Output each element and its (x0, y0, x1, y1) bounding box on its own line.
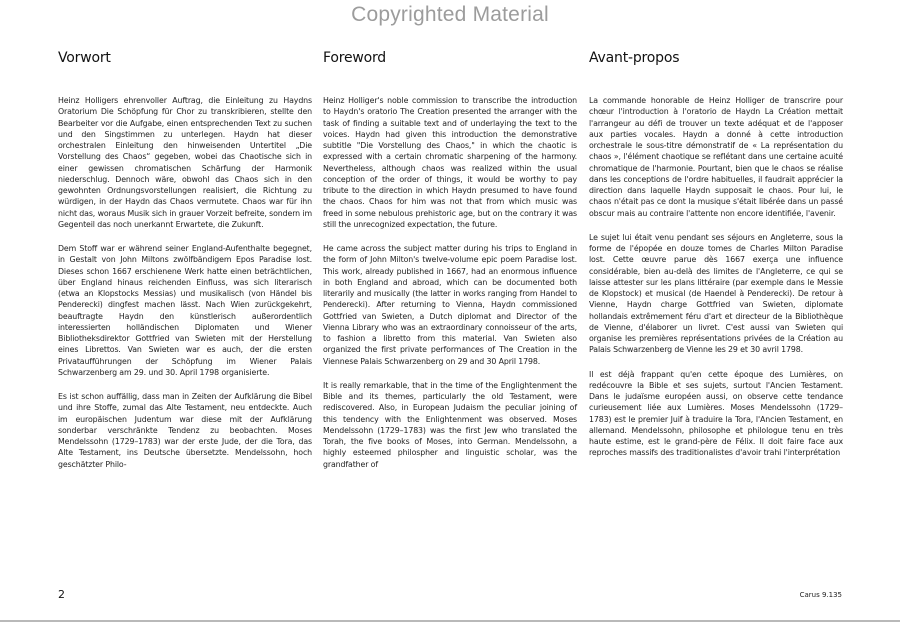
paragraph: He came across the subject matter during his trips to England in the form of John Milton's twelve-volume epic poem Paradise lost. This work, already published in 1667, had an enormous influence in both England and abroad, which can be documented both literarily and musically (the latter in works ranging from Handel to Penderecki). After returning to Vienna, Haydn commissioned Gottfried van Swieten, a Dutch diplomat and Director of the Vienna Library who was an extraordinary connoisseur of the arts, to fashion a libretto from this material. Van Swieten also organized the first private performances of The Creation in the Viennese Palais Schwarzenberg on 29 and 30 April 1798. (323, 244, 577, 366)
copyright-watermark: Copyrighted Material (351, 3, 549, 26)
heading-avant-propos: Avant-propos (589, 50, 680, 66)
heading-foreword: Foreword (323, 50, 386, 66)
paragraph: Dem Stoff war er während seiner England-Aufenthalte begegnet, in Gestalt von John Miltons zwölfbändigem Epos Paradise lost. Dieses schon 1667 erschienene Werk hatte einen beträchtlichen, über England hinaus reichenden Einfluss, was sich literarisch (etwa an Klopstocks Messias) und musikalisch (von Händel bis Penderecki) dingfest machen lässt. Nach Wien zurückgekehrt, beauftragte Haydn den künstlerisch außerordentlich interessierten holländischen Diplomaten und Wiener Bibliotheksdirektor Gottfried van Swieten mit der Herstellung eines Librettos. Van Swieten war es auch, der die ersten Privataufführungen der Schöpfung im Wiener Palais Schwarzenberg am 29. und 30. April 1798 organisierte. (58, 244, 312, 377)
column-english (323, 50, 577, 483)
column-french (589, 50, 843, 472)
paragraph: Le sujet lui était venu pendant ses séjours en Angleterre, sous la forme de l'épopée en douze tomes de Charles Milton Paradise lost. Cette œuvre parue dès 1667 exerça une influence considérable, bien au-delà des limites de l'Angleterre, ce qui se laisse attester sur les plans littéraire (par exemple dans le Messie de Klopstock) et musical (de Haendel à Penderecki). De retour à Vienne, Haydn charge Gottfried van Swieten, diplomate hollandais extrêmement féru d'art et directeur de la Bibliothèque de Vienne, d'élaborer un livret. C'est aussi van Swieten qui organise les premières représentations privées de la Création au Palais Schwarzenberg de Vienne les 29 et 30 avril 1798. (589, 232, 843, 355)
column-german (58, 50, 312, 483)
bottom-divider (0, 620, 900, 622)
paragraph: Il est déjà frappant qu'en cette époque des Lumières, on redécouvre la Bible et ses sujets, surtout l'Ancien Testament. Dans le judaïsme européen aussi, on observe cette tendance curieusement liée aux Lumières. Moses Mendelssohn (1729–1783) est le premier Juif à traduire la Tora, l'Ancien Testament, en allemand. Mendelssohn, philosophe et philologue tenu en très haute estime, est le grand-père de Félix. Il doit faire face aux reproches massifs des traditionalistes d'avoir trahi l'interprétation (589, 369, 843, 458)
paragraph: It is really remarkable, that in the time of the Englightenment the Bible and its themes, particularly the old Testament, were rediscovered. Also, in European Judaism the peculiar joining of this tendency with the Enlightenment was observed. Moses Mendelssohn (1729–1783) was the first Jew who translated the Torah, the five books of Moses, into German. Mendelssohn, a highly esteemed philospher and linguistic scholar, was the grandfather of (323, 380, 577, 469)
page-number: 2 (58, 588, 65, 601)
paragraph: Heinz Holligers ehrenvoller Auftrag, die Einleitung zu Haydns Oratorium Die Schöpfung für Chor zu transkribieren, stellte den Bearbeiter vor die Aufgabe, einen entsprechenden Text zu suchen und den Singstimmen zu unterlegen. Haydn hat dieser orchestralen Einleitung den hinweisenden Untertitel „Die Vorstellung des Chaos“ gegeben, wobei das Chaotische sich in einer gewissen chromatischen Schärfung der Harmonik niederschlug. Dennoch wäre, obwohl das Chaos sich in den gewohnten Ordnungsvorstellungen realisiert, die Richtung zu würdigen, in der Haydn das Chaos vermutete. Chaos war für ihn nicht das, woraus Musik sich in grauer Vorzeit befreite, sondern im Gegenteil das noch unerkannt Erwartete, die Zukunft. (58, 96, 312, 229)
paragraph: La commande honorable de Heinz Holliger de transcrire pour chœur l'introduction à l'oratorio de Haydn La Création mettait l'arrangeur au défi de trouver un texte adéquat et de l'apposer aux parties vocales. Haydn a donné à cette introduction orchestrale le sous-titre démonstratif de « La représentation du chaos », l'élément chaotique se reflétant dans une certaine acuité chromatique de l'harmonie. Pourtant, bien que le chaos se réalise dans les conceptions de l'ordre habituelles, il faudrait apprécier la direction dans laquelle Haydn supposait le chaos. Pour lui, le chaos n'était pas ce dont la musique s'était libérée dans un passé obscur mais au contraire l'attente non encore identifiée, l'avenir. (589, 96, 843, 218)
catalog-number: Carus 9.135 (799, 591, 842, 599)
paragraph: Heinz Holliger's noble commission to transcribe the introduction to Haydn's oratorio The Creation presented the arranger with the task of finding a suitable text and of underlaying the text to the voices. Haydn had given this introduction the demonstrative subtitle "Die Vorstellung des Chaos," in which the chaotic is expressed with a certain chromatic sharpening of the harmony. Nevertheless, although chaos was realized within the usual conception of the order of things, it would be worthy to pay tribute to the direction in which Haydn presumed to have found the chaos. Chaos for him was not that from which music was freed in some nebulous prehistoric age, but on the contrary it was still the unrecognized expectation, the future. (323, 96, 577, 229)
heading-vorwort: Vorwort (58, 50, 111, 66)
paragraph: Es ist schon auffällig, dass man in Zeiten der Aufklärung die Bibel und ihre Stoffe, zumal das Alte Testament, neu entdeckte. Auch im europäischen Judentum war diese mit der Aufklärung sonderbar verschränkte Tendenz zu beobachten. Moses Mendelssohn (1729–1783) war der erste Jude, der die Tora, das Alte Testament, ins Deutsche übersetzte. Mendelssohn, hoch geschätzter Philo- (58, 392, 312, 469)
